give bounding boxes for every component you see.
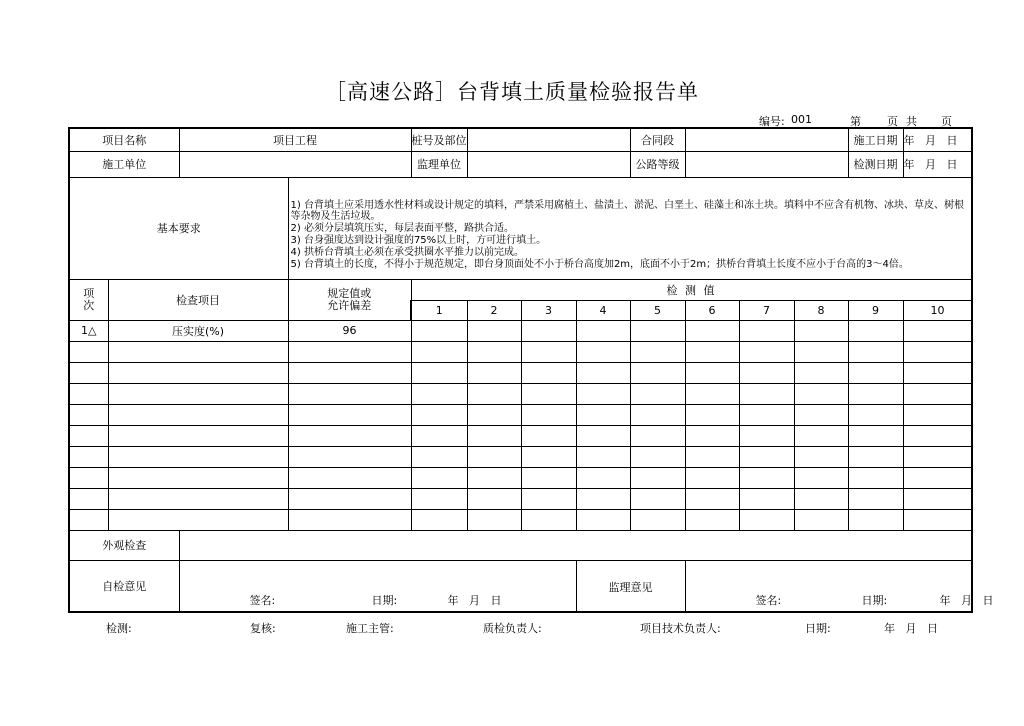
- footer-reviewer: 复核:: [250, 622, 276, 635]
- measure-cell[interactable]: [848, 362, 903, 383]
- serial-label: 编号:: [759, 115, 785, 128]
- supervisor-sign-label: 签名:: [755, 594, 782, 607]
- measure-cell[interactable]: [521, 320, 576, 341]
- measure-cell[interactable]: [521, 467, 576, 488]
- page-total-suffix: 页: [941, 115, 952, 128]
- row-spec[interactable]: [288, 488, 411, 509]
- measure-cell[interactable]: [848, 467, 903, 488]
- measure-cell[interactable]: [685, 362, 739, 383]
- table-row: [69, 509, 972, 530]
- row-item[interactable]: [108, 509, 288, 530]
- footer-qc-lead: 质检负责人:: [483, 622, 542, 635]
- measure-cell[interactable]: [630, 341, 685, 362]
- measure-cell[interactable]: [903, 509, 972, 530]
- supervision-unit-value[interactable]: [467, 151, 630, 177]
- measure-cell[interactable]: [521, 383, 576, 404]
- measure-cell[interactable]: [467, 383, 521, 404]
- measure-cell[interactable]: [630, 320, 685, 341]
- measure-cell[interactable]: [576, 509, 630, 530]
- col-item-header: 检查项目: [108, 279, 288, 320]
- col-no-line2: 次: [83, 298, 95, 312]
- table-row: [69, 383, 972, 404]
- measure-col: 10: [903, 300, 972, 320]
- measure-cell[interactable]: [903, 383, 972, 404]
- requirement-item: 5) 台背填土的长度，不得小于规范规定，即台身顶面处不小于桥台高度加2m，底面不小于2m；拱桥台背填土长度不应小于台高的3～4倍。: [290, 258, 909, 270]
- supervision-unit-label: 监理单位: [411, 151, 467, 177]
- row-no[interactable]: [69, 362, 108, 383]
- measure-cell[interactable]: [630, 383, 685, 404]
- row-item[interactable]: [108, 488, 288, 509]
- measure-cell[interactable]: [630, 488, 685, 509]
- row-no[interactable]: [69, 446, 108, 467]
- table-row: [69, 320, 972, 341]
- measure-cell[interactable]: [576, 362, 630, 383]
- measure-cell[interactable]: [848, 341, 903, 362]
- measure-cell[interactable]: [794, 320, 848, 341]
- row-appearance: [69, 530, 972, 560]
- measure-cell[interactable]: [411, 362, 467, 383]
- measure-cell[interactable]: [685, 425, 739, 446]
- row-spec[interactable]: [288, 509, 411, 530]
- footer-tech-lead: 项目技术负责人:: [640, 622, 721, 635]
- row-no[interactable]: [69, 404, 108, 425]
- contract-label: 合同段: [630, 128, 685, 151]
- measure-col: 9: [848, 300, 903, 320]
- measure-col: 6: [685, 300, 739, 320]
- measure-cell[interactable]: [739, 488, 794, 509]
- measure-cell[interactable]: [630, 362, 685, 383]
- construction-unit-label: 施工单位: [69, 151, 179, 177]
- measure-cell[interactable]: [739, 341, 794, 362]
- measure-cell[interactable]: [794, 488, 848, 509]
- table-row: [69, 467, 972, 488]
- requirement-item: 2) 必须分层填筑压实，每层表面平整，路拱合适。: [290, 223, 514, 235]
- road-grade-label: 公路等级: [630, 151, 685, 177]
- measure-cell[interactable]: [739, 320, 794, 341]
- supervisor-label: 监理意见: [608, 580, 653, 594]
- requirement-item: 4) 拱桥台背填土必须在承受拱圈水平推力以前完成。: [290, 246, 524, 258]
- col-no-header: [69, 279, 108, 320]
- appearance-label: 外观检查: [69, 530, 179, 560]
- measure-cell[interactable]: [685, 383, 739, 404]
- check-header-row: [69, 279, 972, 300]
- measure-cell[interactable]: [630, 404, 685, 425]
- row-project: [69, 128, 972, 151]
- measure-cell[interactable]: [739, 467, 794, 488]
- measure-cell[interactable]: [685, 404, 739, 425]
- station-label: 桩号及部位: [411, 128, 467, 151]
- measure-cell[interactable]: [903, 341, 972, 362]
- supervisor-date-label: 日期:: [861, 594, 888, 607]
- col-spec-line2: 允许偏差: [327, 298, 372, 312]
- inspect-date-value[interactable]: 年 月 日: [903, 151, 972, 177]
- measure-cell[interactable]: [685, 446, 739, 467]
- measure-cell[interactable]: [739, 362, 794, 383]
- row-spec[interactable]: [288, 425, 411, 446]
- measure-cell[interactable]: [467, 488, 521, 509]
- measure-cell[interactable]: [685, 320, 739, 341]
- measure-cell[interactable]: [848, 383, 903, 404]
- project-name-value[interactable]: 项目工程: [179, 128, 411, 151]
- page-number-prefix: 第: [850, 115, 861, 128]
- supervisor-value[interactable]: [685, 560, 994, 612]
- measure-cell[interactable]: [467, 320, 521, 341]
- measure-cell[interactable]: [848, 446, 903, 467]
- measure-cell[interactable]: [794, 362, 848, 383]
- requirements-label: 基本要求: [69, 177, 288, 279]
- measure-cell[interactable]: [739, 425, 794, 446]
- row-units: [69, 151, 972, 177]
- row-spec: 96: [288, 320, 411, 341]
- supervisor-label-cell: [576, 560, 685, 612]
- self-check-sign-label: 签名:: [249, 594, 276, 607]
- serial-value: 001: [791, 113, 812, 126]
- table-row: [69, 404, 972, 425]
- row-spec[interactable]: [288, 467, 411, 488]
- measure-col: 1: [411, 300, 467, 320]
- table-row: [69, 362, 972, 383]
- measure-cell[interactable]: [467, 467, 521, 488]
- measure-cell[interactable]: [576, 488, 630, 509]
- col-spec-line1: 规定值或: [327, 286, 372, 300]
- measure-cell[interactable]: [630, 446, 685, 467]
- measure-cell[interactable]: [848, 509, 903, 530]
- measure-cell[interactable]: [630, 467, 685, 488]
- measure-col: 7: [739, 300, 794, 320]
- project-name-label: 项目名称: [69, 128, 179, 151]
- row-requirements: [69, 177, 972, 279]
- measure-cell[interactable]: [521, 488, 576, 509]
- row-item: 压实度(%): [108, 320, 288, 341]
- measure-cell[interactable]: [903, 425, 972, 446]
- measure-cell[interactable]: [467, 362, 521, 383]
- measure-cell[interactable]: [576, 446, 630, 467]
- measure-cell[interactable]: [411, 404, 467, 425]
- row-no[interactable]: [69, 488, 108, 509]
- measure-cell[interactable]: [411, 425, 467, 446]
- measure-cell[interactable]: [576, 404, 630, 425]
- measure-cell[interactable]: [794, 446, 848, 467]
- measure-cell[interactable]: [467, 341, 521, 362]
- measure-cell[interactable]: [576, 425, 630, 446]
- requirements-text: [288, 177, 972, 279]
- measure-cell[interactable]: [903, 467, 972, 488]
- inspection-form: [68, 127, 994, 613]
- self-check-date-value: 年 月 日: [447, 594, 502, 607]
- measure-cell[interactable]: [739, 404, 794, 425]
- row-spec[interactable]: [288, 404, 411, 425]
- row-no: 1△: [69, 320, 108, 341]
- measure-cell[interactable]: [903, 404, 972, 425]
- measure-cell[interactable]: [467, 404, 521, 425]
- measure-cell[interactable]: [630, 425, 685, 446]
- contract-value[interactable]: [685, 128, 848, 151]
- row-item[interactable]: [108, 446, 288, 467]
- measure-cell[interactable]: [903, 446, 972, 467]
- measure-col: 5: [630, 300, 685, 320]
- inspect-date-label: 检测日期: [848, 151, 903, 177]
- measure-cell[interactable]: [848, 425, 903, 446]
- construction-unit-value[interactable]: [179, 151, 411, 177]
- col-measured-header: 检 测 值: [411, 279, 972, 300]
- table-row: [69, 446, 972, 467]
- measure-cell[interactable]: [576, 467, 630, 488]
- measure-cell[interactable]: [576, 341, 630, 362]
- build-date-value[interactable]: 年 月 日: [903, 128, 972, 151]
- row-spec[interactable]: [288, 341, 411, 362]
- self-check-value[interactable]: [179, 560, 576, 612]
- measure-cell[interactable]: [794, 341, 848, 362]
- measure-cell[interactable]: [521, 341, 576, 362]
- requirement-item: 3) 台身强度达到设计强度的75%以上时，方可进行填土。: [290, 235, 547, 246]
- measure-cell[interactable]: [576, 383, 630, 404]
- page-title: ［高速公路］台背填土质量检验报告单: [325, 80, 699, 104]
- measure-cell[interactable]: [521, 509, 576, 530]
- measure-cell[interactable]: [411, 488, 467, 509]
- appearance-value[interactable]: [179, 530, 972, 560]
- row-spec[interactable]: [288, 362, 411, 383]
- row-item[interactable]: [108, 362, 288, 383]
- row-spec[interactable]: [288, 383, 411, 404]
- road-grade-value[interactable]: [685, 151, 848, 177]
- measure-cell[interactable]: [467, 446, 521, 467]
- measure-cell[interactable]: [630, 509, 685, 530]
- row-item[interactable]: [108, 467, 288, 488]
- page-total-prefix: 共: [906, 115, 917, 128]
- page-number-suffix: 页: [887, 115, 898, 128]
- self-check-label: 自检意见: [69, 560, 179, 612]
- table-row: [69, 341, 972, 362]
- measure-cell[interactable]: [739, 509, 794, 530]
- measure-cell[interactable]: [794, 404, 848, 425]
- measure-cell[interactable]: [411, 320, 467, 341]
- measure-cell[interactable]: [521, 404, 576, 425]
- footer-date-value: 年 月 日: [884, 622, 938, 635]
- measure-col: 2: [467, 300, 521, 320]
- row-no[interactable]: [69, 341, 108, 362]
- self-check-date-label: 日期:: [371, 594, 398, 607]
- measure-cell[interactable]: [521, 362, 576, 383]
- measure-col: 4: [576, 300, 630, 320]
- measure-cell[interactable]: [411, 341, 467, 362]
- row-item[interactable]: [108, 383, 288, 404]
- row-no[interactable]: [69, 383, 108, 404]
- row-spec[interactable]: [288, 446, 411, 467]
- measure-cell[interactable]: [794, 425, 848, 446]
- row-item[interactable]: [108, 425, 288, 446]
- row-no[interactable]: [69, 509, 108, 530]
- table-row: [69, 425, 972, 446]
- supervisor-date-value: 年 月 日: [939, 594, 994, 607]
- footer-inspector: 检测:: [106, 622, 132, 635]
- col-no-line1: 项: [83, 286, 95, 300]
- measure-cell[interactable]: [467, 425, 521, 446]
- row-item[interactable]: [108, 404, 288, 425]
- measure-cell[interactable]: [685, 509, 739, 530]
- measure-cell[interactable]: [739, 383, 794, 404]
- measure-cell[interactable]: [467, 509, 521, 530]
- measure-cell[interactable]: [521, 446, 576, 467]
- measure-cell[interactable]: [411, 446, 467, 467]
- measure-col: 3: [521, 300, 576, 320]
- measure-cell[interactable]: [411, 509, 467, 530]
- requirement-item: 1) 台背填土应采用透水性材料或设计规定的填料，严禁采用腐植土、盐渍土、淤泥、白垩土、硅藻土和冻土块。填料中不应含有机物、冰块、草皮、树根等杂物及生活垃圾。: [290, 199, 964, 223]
- measure-cell[interactable]: [685, 341, 739, 362]
- measure-cell[interactable]: [848, 404, 903, 425]
- table-row: [69, 488, 972, 509]
- measure-cell[interactable]: [411, 467, 467, 488]
- footer-date-label: 日期:: [805, 622, 831, 635]
- station-value[interactable]: [467, 128, 630, 151]
- measure-cell[interactable]: [794, 467, 848, 488]
- row-item[interactable]: [108, 341, 288, 362]
- measure-cell[interactable]: [794, 383, 848, 404]
- measure-cell[interactable]: [685, 467, 739, 488]
- measure-cell[interactable]: [521, 425, 576, 446]
- row-opinions: [69, 560, 972, 612]
- col-spec-header: [288, 279, 411, 320]
- measure-cell[interactable]: [903, 488, 972, 509]
- measure-cell[interactable]: [794, 509, 848, 530]
- measure-cell[interactable]: [739, 446, 794, 467]
- footer-site-manager: 施工主管:: [346, 622, 394, 635]
- measure-cell[interactable]: [848, 488, 903, 509]
- measure-col: 8: [794, 300, 848, 320]
- row-no[interactable]: [69, 467, 108, 488]
- measure-cell[interactable]: [576, 320, 630, 341]
- measure-cell[interactable]: [685, 488, 739, 509]
- measure-cell[interactable]: [848, 320, 903, 341]
- measure-cell[interactable]: [411, 383, 467, 404]
- row-no[interactable]: [69, 425, 108, 446]
- measure-cell[interactable]: [903, 362, 972, 383]
- measure-cell[interactable]: [903, 320, 972, 341]
- build-date-label: 施工日期: [848, 128, 903, 151]
